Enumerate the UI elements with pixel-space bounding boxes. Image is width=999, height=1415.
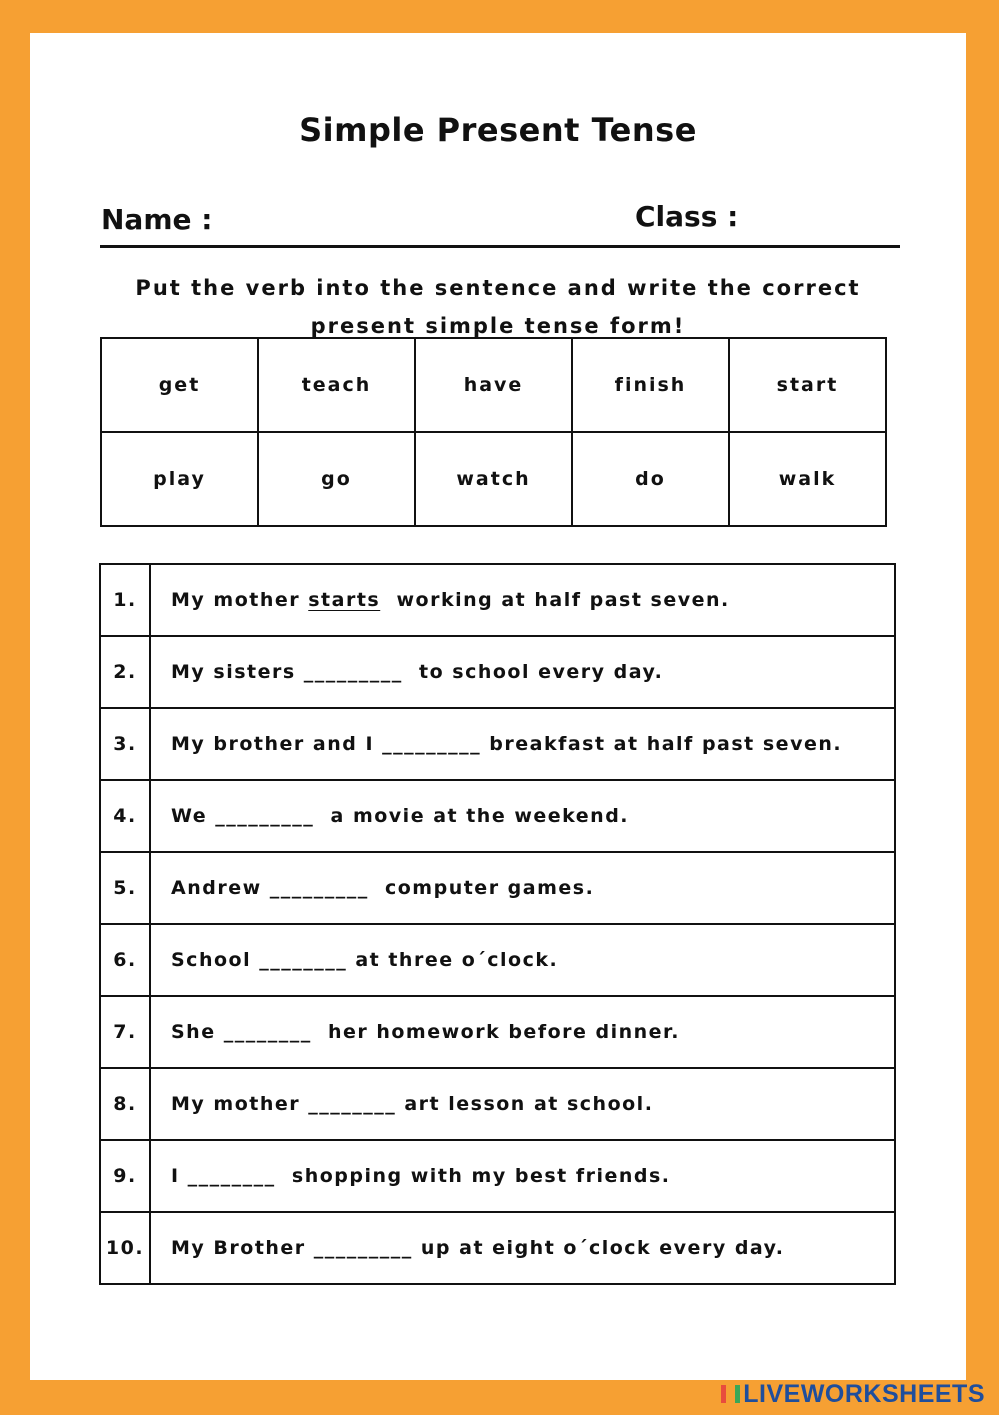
sentence-text: We _________ a movie at the weekend. <box>171 805 630 827</box>
question-number: 9. <box>100 1140 150 1212</box>
sentence-text: She ________ her homework before dinner. <box>171 1021 680 1043</box>
question-number: 3. <box>100 708 150 780</box>
question-sentence[interactable] <box>150 1068 895 1140</box>
sentence-text: Andrew _________ computer games. <box>171 877 595 899</box>
sentence-text: My mother <box>171 589 309 611</box>
name-class-line <box>100 245 900 248</box>
question-sentence[interactable] <box>150 636 895 708</box>
question-sentence[interactable] <box>150 996 895 1068</box>
question-row <box>100 1140 895 1212</box>
verb-cell: finish <box>572 338 729 432</box>
class-label: Class : <box>635 200 739 233</box>
question-row <box>100 1212 895 1284</box>
question-row <box>100 564 895 636</box>
instruction-line-2: present simple tense form! <box>310 314 686 338</box>
verb-cell: watch <box>415 432 572 526</box>
sentence-text: I ________ shopping with my best friends. <box>171 1165 671 1187</box>
sentence-text: My Brother _________ up at eight o´clock every day. <box>171 1237 785 1259</box>
question-number: 2. <box>100 636 150 708</box>
question-sentence[interactable] <box>150 780 895 852</box>
question-number: 10. <box>100 1212 150 1284</box>
question-number: 8. <box>100 1068 150 1140</box>
liveworksheets-logo[interactable] <box>721 1379 985 1409</box>
verb-cell: start <box>729 338 886 432</box>
question-number: 7. <box>100 996 150 1068</box>
question-sentence[interactable] <box>150 708 895 780</box>
question-row <box>100 996 895 1068</box>
verb-row <box>101 432 886 526</box>
sentence-text: My sisters _________ to school every day. <box>171 661 664 683</box>
question-sentence <box>150 564 895 636</box>
sentence-text: My brother and I _________ breakfast at half past seven. <box>171 733 843 755</box>
name-label: Name : <box>101 203 213 236</box>
question-sentence[interactable] <box>150 852 895 924</box>
verb-cell: play <box>101 432 258 526</box>
question-row <box>100 708 895 780</box>
question-number: 5. <box>100 852 150 924</box>
sentence-text: School ________ at three o´clock. <box>171 949 559 971</box>
question-row <box>100 636 895 708</box>
verb-cell: have <box>415 338 572 432</box>
verb-cell: get <box>101 338 258 432</box>
question-sentence[interactable] <box>150 1212 895 1284</box>
liveworksheets-icon <box>721 1385 740 1403</box>
question-sentence[interactable] <box>150 924 895 996</box>
verb-cell: walk <box>729 432 886 526</box>
verb-row <box>101 338 886 432</box>
verb-bank-table <box>100 337 887 527</box>
verb-cell: do <box>572 432 729 526</box>
verb-cell: go <box>258 432 415 526</box>
question-row <box>100 924 895 996</box>
questions-table <box>99 563 896 1285</box>
sentence-text: working at half past seven. <box>380 589 730 611</box>
question-number: 1. <box>100 564 150 636</box>
question-number: 4. <box>100 780 150 852</box>
question-row <box>100 780 895 852</box>
instruction-text <box>90 269 906 345</box>
brand-text: LIVEWORKSHEETS <box>743 1379 985 1408</box>
instruction-line-1: Put the verb into the sentence and write the correct <box>135 276 861 300</box>
question-number: 6. <box>100 924 150 996</box>
question-sentence[interactable] <box>150 1140 895 1212</box>
verb-cell: teach <box>258 338 415 432</box>
worksheet-title: Simple Present Tense <box>299 111 697 149</box>
sentence-text: My mother ________ art lesson at school. <box>171 1093 654 1115</box>
question-row <box>100 1068 895 1140</box>
answer-blank[interactable]: starts <box>308 589 381 611</box>
worksheet-page <box>30 33 966 1380</box>
question-row <box>100 852 895 924</box>
